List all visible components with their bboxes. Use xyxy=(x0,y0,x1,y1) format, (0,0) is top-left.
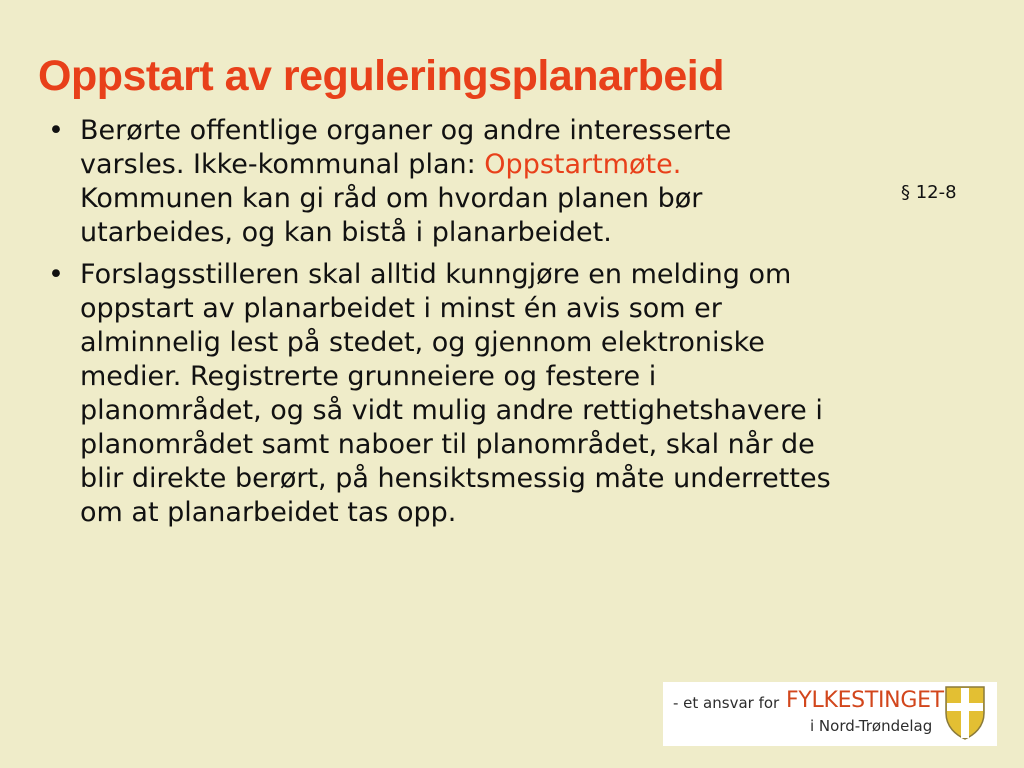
county-coat-of-arms-icon xyxy=(944,685,986,741)
bullet-marker: • xyxy=(48,115,64,146)
footer-logo xyxy=(663,682,997,746)
section-reference: § 12-8 xyxy=(901,182,957,203)
logo-organization: FYLKESTINGET xyxy=(786,688,944,713)
slide-title: Oppstart av reguleringsplanarbeid xyxy=(38,52,725,100)
bullet-item-announcement xyxy=(48,258,838,530)
bullet-text-after: Kommunen kan gi råd om hvordan planen bør utarbeides, og kan bistå i planarbeidet. xyxy=(80,183,703,248)
bullet-item-notification xyxy=(48,114,838,250)
bullet-marker: • xyxy=(48,259,64,290)
bullet-text-before: Berørte offentlige organer og andre interesserte varsles. Ikke-kommunal plan: xyxy=(80,115,732,180)
bullet-text: Forslagsstilleren skal alltid kunngjøre en melding om oppstart av planarbeidet i minst én avis som er alminnelig lest på stedet, og gjennom elektroniske medier. Registrerte grunneiere og festere i planområdet, og så vidt mulig andre rettighetshavere i planområdet samt naboer til planområdet, skal når de blir direkte berørt, på hensiktsmessig måte underrettes om at planarbeidet tas opp. xyxy=(80,259,831,528)
highlight-oppstartmote: Oppstartmøte. xyxy=(484,149,682,180)
logo-tagline: - et ansvar for xyxy=(673,694,780,712)
logo-region: i Nord-Trøndelag xyxy=(810,717,933,735)
bullet-list xyxy=(48,114,838,538)
